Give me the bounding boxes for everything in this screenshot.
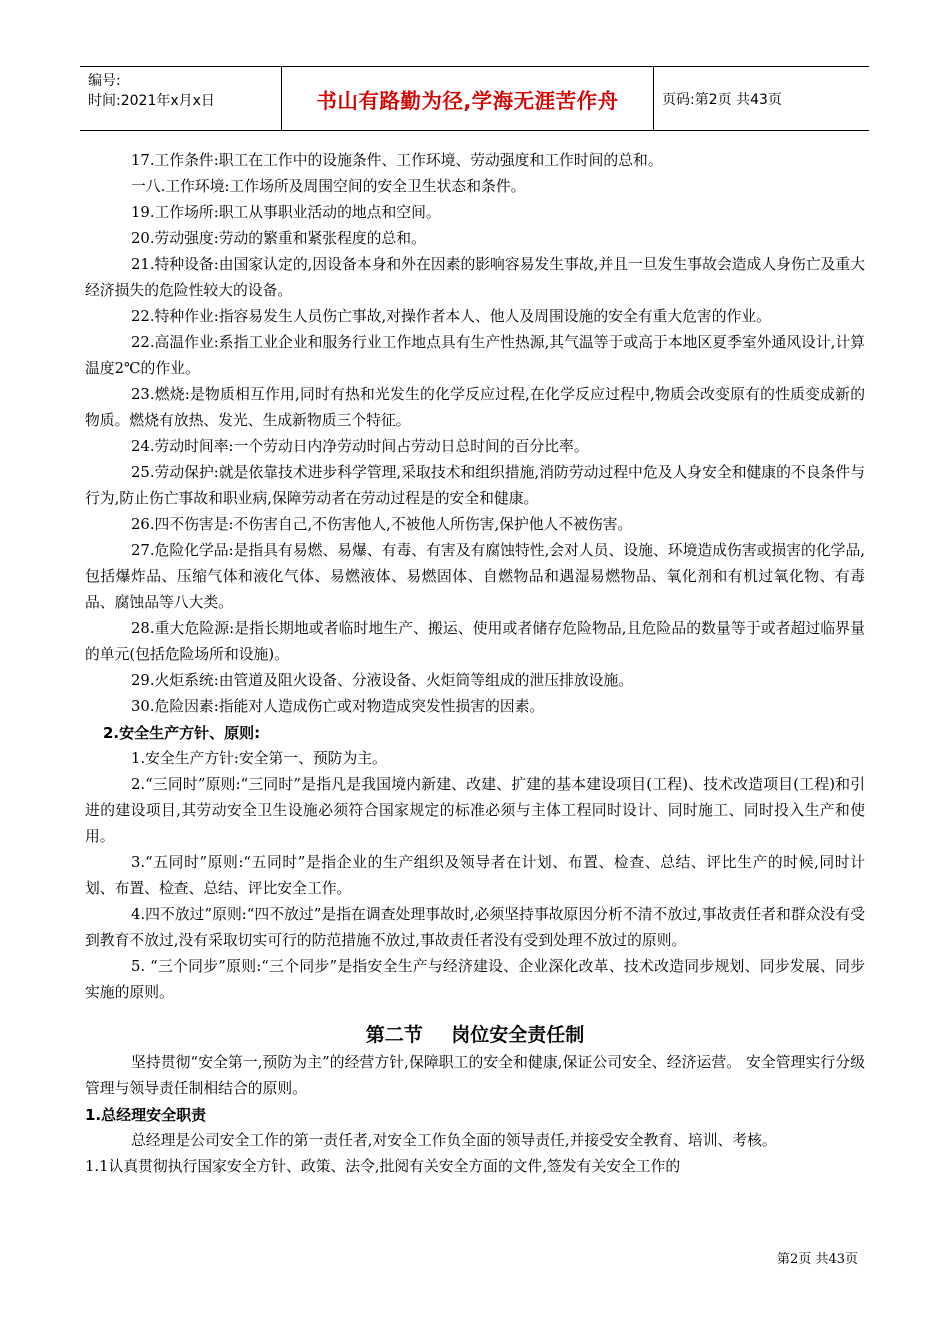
section-title: 第二节 岗位安全责任制 xyxy=(365,1024,585,1046)
definition-item: 29.火炬系统:由管道及阻火设备、分液设备、火炬筒等组成的泄压排放设施。 xyxy=(131,672,634,689)
definition-item: 20.劳动强度:劳动的繁重和紧张程度的总和。 xyxy=(131,230,426,247)
definition-item: 25.劳动保护:就是依靠技术进步科学管理,采取技术和组织措施,消防劳动过程中危及人身安全和健康的不良条件与行为,防止伤亡事故和职业病,保障劳动者在劳动过程是的安全和健康。 xyxy=(85,464,865,507)
definition-item: 21.特种设备:由国家认定的,因设备本身和外在因素的影响容易发生事故,并且一旦发生事故会造成人身伤亡及重大经济损失的危险性较大的设备。 xyxy=(85,256,865,299)
definition-item: 26.四不伤害是:不伤害自己,不伤害他人,不被他人所伤害,保护他人不被伤害。 xyxy=(131,516,633,533)
definition-item: 一八.工作环境:工作场所及周围空间的安全卫生状态和条件。 xyxy=(131,178,526,195)
gm-duties-intro: 总经理是公司安全工作的第一责任者,对安全工作负全面的领导责任,并接受安全教育、培训、考核。 xyxy=(131,1132,777,1149)
header-page-cell xyxy=(654,67,869,130)
code-label: 编号: xyxy=(88,73,121,89)
definition-item: 22.特种作业:指容易发生人员伤亡事故,对操作者本人、他人及周围设施的安全有重大危害的作业。 xyxy=(131,308,771,325)
definition-item: 27.危险化学品:是指具有易燃、易爆、有毒、有害及有腐蚀特性,会对人员、设施、环境造成伤害或损害的化学品,包括爆炸品、压缩气体和液化气体、易燃液体、易燃固体、自燃物品和遇湿易燃物品、氧化剂和有机过氧化物、有毒品、腐蚀品等八大类。 xyxy=(85,542,865,611)
page-footer: 第2页 共43页 xyxy=(777,1252,858,1267)
document-body xyxy=(85,148,865,1180)
policy-item: 3.“五同时”原则:“五同时”是指企业的生产组织及领导者在计划、布置、检查、总结、评比生产的时候,同时计划、布置、检查、总结、评比安全工作。 xyxy=(85,854,865,897)
definition-item: 17.工作条件:职工在工作中的设施条件、工作环境、劳动强度和工作时间的总和。 xyxy=(131,152,663,169)
definition-item: 22.高温作业:系指工业企业和服务行业工作地点具有生产性热源,其气温等于或高于本地区夏季室外通风设计,计算温度2℃的作业。 xyxy=(85,334,865,377)
policy-heading: 2.安全生产方针、原则: xyxy=(103,724,261,742)
section-intro: 坚持贯彻“安全第一,预防为主”的经营方针,保障职工的安全和健康,保证公司安全、经济运营。 安全管理实行分级管理与领导责任制相结合的原则。 xyxy=(85,1054,865,1097)
header-motto: 书山有路勤为径,学海无涯苦作舟 xyxy=(316,88,619,113)
policy-item: 2.“三同时”原则:“三同时”是指凡是我国境内新建、改建、扩建的基本建设项目(工程)、技术改造项目(工程)和引进的建设项目,其劳动安全卫生设施必须符合国家规定的标准必须与主体工程同时设计、同时施工、同时投入生产和使用。 xyxy=(85,776,865,845)
policy-item: 5. “三个同步”原则:“三个同步”是指安全生产与经济建设、企业深化改革、技术改造同步规划、同步发展、同步实施的原则。 xyxy=(85,958,865,1001)
definition-item: 19.工作场所:职工从事职业活动的地点和空间。 xyxy=(131,204,441,221)
definition-item: 23.燃烧:是物质相互作用,同时有热和光发生的化学反应过程,在化学反应过程中,物质会改变原有的性质变成新的物质。燃烧有放热、发光、生成新物质三个特征。 xyxy=(85,386,865,429)
definition-item: 24.劳动时间率:一个劳动日内净劳动时间占劳动日总时间的百分比率。 xyxy=(131,438,589,455)
definition-item: 28.重大危险源:是指长期地或者临时地生产、搬运、使用或者储存危险物品,且危险品的数量等于或者超过临界量的单元(包括危险场所和设施)。 xyxy=(85,620,865,663)
gm-duty-item: 1.1认真贯彻执行国家安全方针、政策、法令,批阅有关安全方面的文件,签发有关安全工作的 xyxy=(85,1158,681,1175)
header-page-number: 页码:第2页 共43页 xyxy=(662,91,782,108)
gm-duties-heading: 1.总经理安全职责 xyxy=(85,1106,207,1124)
policy-item: 1.安全生产方针:安全第一、预防为主。 xyxy=(131,750,387,767)
header-motto-cell xyxy=(282,67,654,130)
header-meta xyxy=(80,67,282,130)
policy-item: 4.四不放过”原则:“四不放过”是指在调查处理事故时,必须坚持事故原因分析不清不放过,事故责任者和群众没有受到教育不放过,没有采取切实可行的防范措施不放过,事故责任者没有受到处理不放过的原则。 xyxy=(85,906,865,949)
page-header xyxy=(80,66,869,131)
date-label: 时间:2021年x月x日 xyxy=(88,93,215,109)
definition-item: 30.危险因素:指能对人造成伤亡或对物造成突发性损害的因素。 xyxy=(131,698,545,715)
